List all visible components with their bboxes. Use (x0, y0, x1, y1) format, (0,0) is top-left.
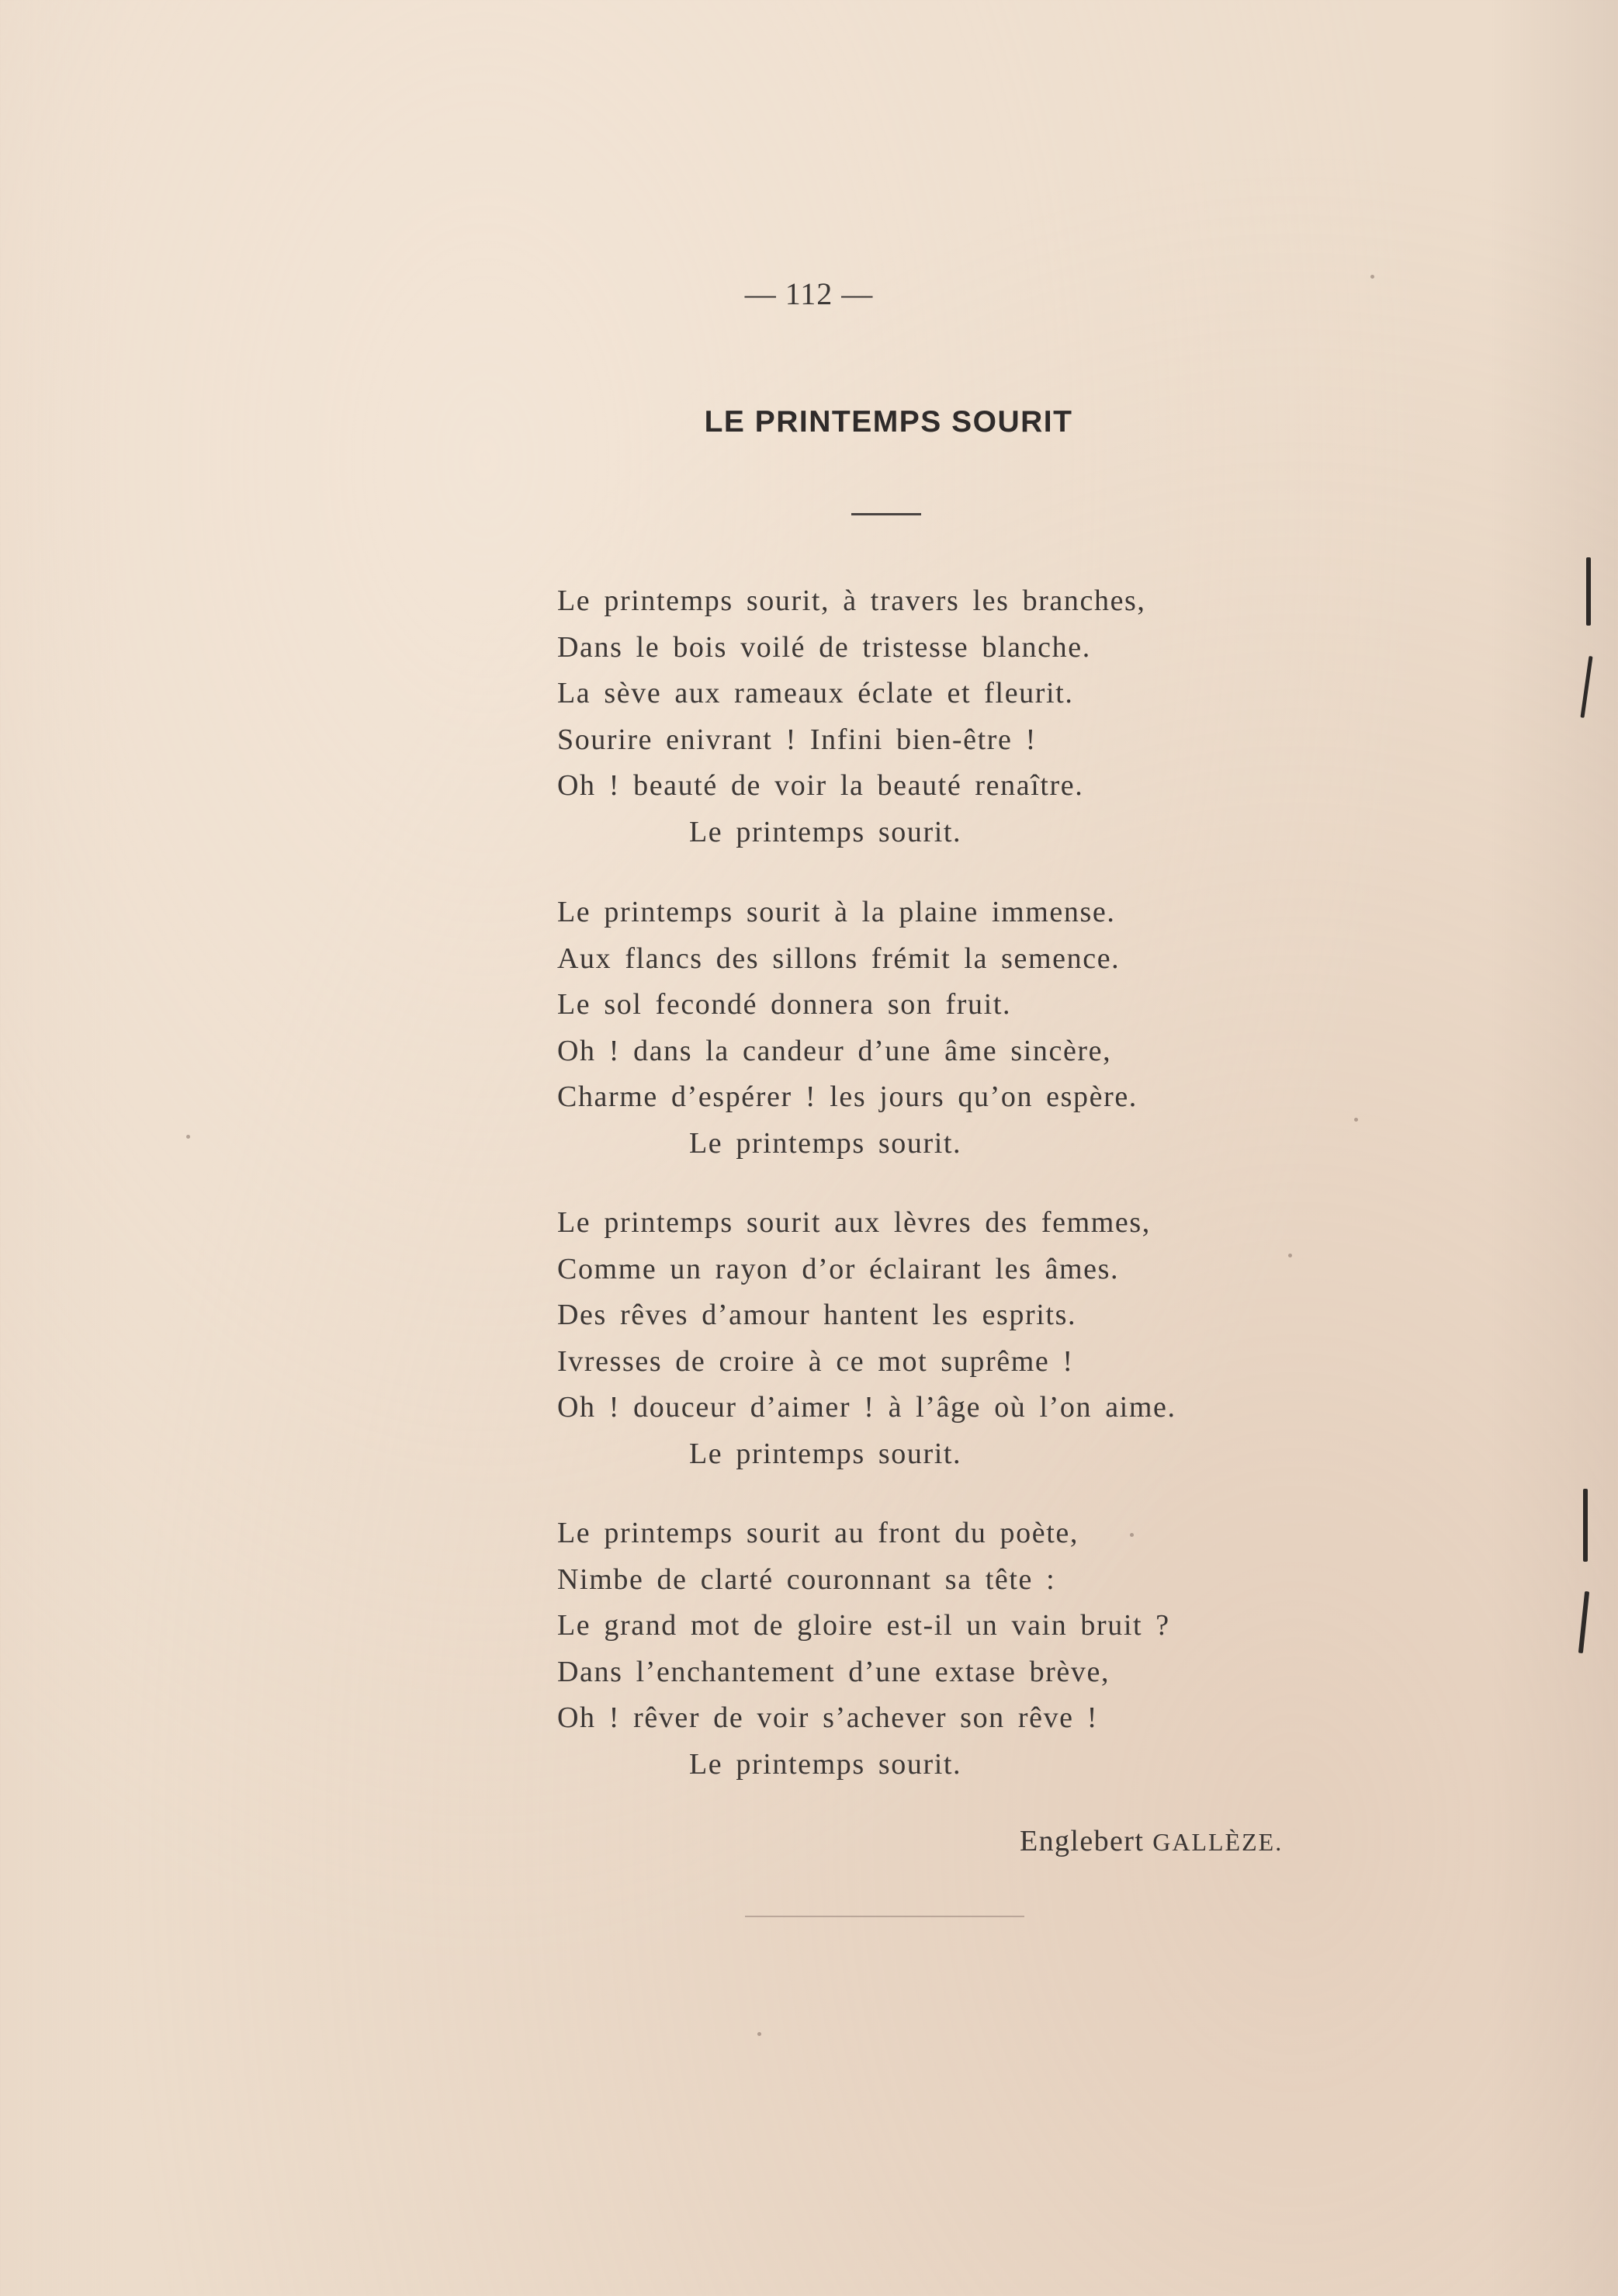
paper-speck (757, 2032, 761, 2036)
paper-speck (186, 1135, 190, 1139)
stanza-1 (557, 578, 1333, 856)
stanza-4 (557, 1510, 1333, 1788)
refrain-line: Le printemps sourit. (689, 1747, 962, 1781)
verse-line: Des rêves d’amour hantent les esprits. (557, 1299, 1077, 1332)
verse-line: Comme un rayon d’or éclairant les âmes. (557, 1252, 1120, 1285)
paper-speck (1130, 1533, 1134, 1537)
verse-line: Aux flancs des sillons frémit la semence. (557, 942, 1121, 975)
author-signature (1020, 1824, 1283, 1858)
stanza-3 (557, 1200, 1333, 1478)
author-last-name: GALLÈZE. (1152, 1828, 1284, 1856)
refrain-line: Le printemps sourit. (689, 1437, 962, 1470)
verse-line: Dans l’enchantement d’une extase brève, (557, 1655, 1110, 1688)
author-first-name: Englebert (1020, 1825, 1145, 1857)
stanza-2 (557, 890, 1333, 1167)
verse-line: Oh ! beauté de voir la beauté renaître. (557, 769, 1084, 803)
binding-mark (1586, 557, 1591, 626)
verse-line: Sourire enivrant ! Infini bien-être ! (557, 723, 1037, 756)
title-rule (851, 513, 921, 515)
verse-line: Charme d’espérer ! les jours qu’on espère. (557, 1080, 1138, 1114)
poem-title: LE PRINTEMPS SOURIT (704, 405, 1073, 439)
verse-line: Dans le bois voilé de tristesse blanche. (557, 630, 1091, 664)
verse-line: Oh ! douceur d’aimer ! à l’âge où l’on aime. (557, 1391, 1176, 1424)
refrain-line: Le printemps sourit. (689, 1126, 962, 1160)
verse-line: Ivresses de croire à ce mot suprême ! (557, 1344, 1074, 1378)
binding-mark (1580, 656, 1592, 718)
verse-line: Le printemps sourit aux lèvres des femmes, (557, 1206, 1151, 1239)
verse-line: Le sol fecondé donnera son fruit. (557, 988, 1012, 1021)
page-number: — 112 — (744, 276, 874, 311)
verse-line: La sève aux rameaux éclate et fleurit. (557, 677, 1074, 710)
binding-mark (1583, 1489, 1588, 1562)
verse-line: Nimbe de clarté couronnant sa tête : (557, 1562, 1056, 1596)
bottom-rule (745, 1916, 1024, 1917)
verse-line: Oh ! rêver de voir s’achever son rêve ! (557, 1701, 1099, 1735)
verse-line: Oh ! dans la candeur d’une âme sincère, (557, 1034, 1112, 1067)
verse-line: Le printemps sourit au front du poète, (557, 1517, 1079, 1549)
paper-speck (1354, 1118, 1358, 1122)
verse-line: Le printemps sourit à la plaine immense. (557, 896, 1116, 928)
binding-mark (1578, 1591, 1589, 1653)
verse-line: Le grand mot de gloire est-il un vain bruit ? (557, 1609, 1170, 1642)
paper-speck (1288, 1254, 1292, 1257)
verse-line: Le printemps sourit, à travers les branches, (557, 584, 1146, 617)
paper-speck (1370, 275, 1374, 279)
refrain-line: Le printemps sourit. (689, 815, 962, 848)
